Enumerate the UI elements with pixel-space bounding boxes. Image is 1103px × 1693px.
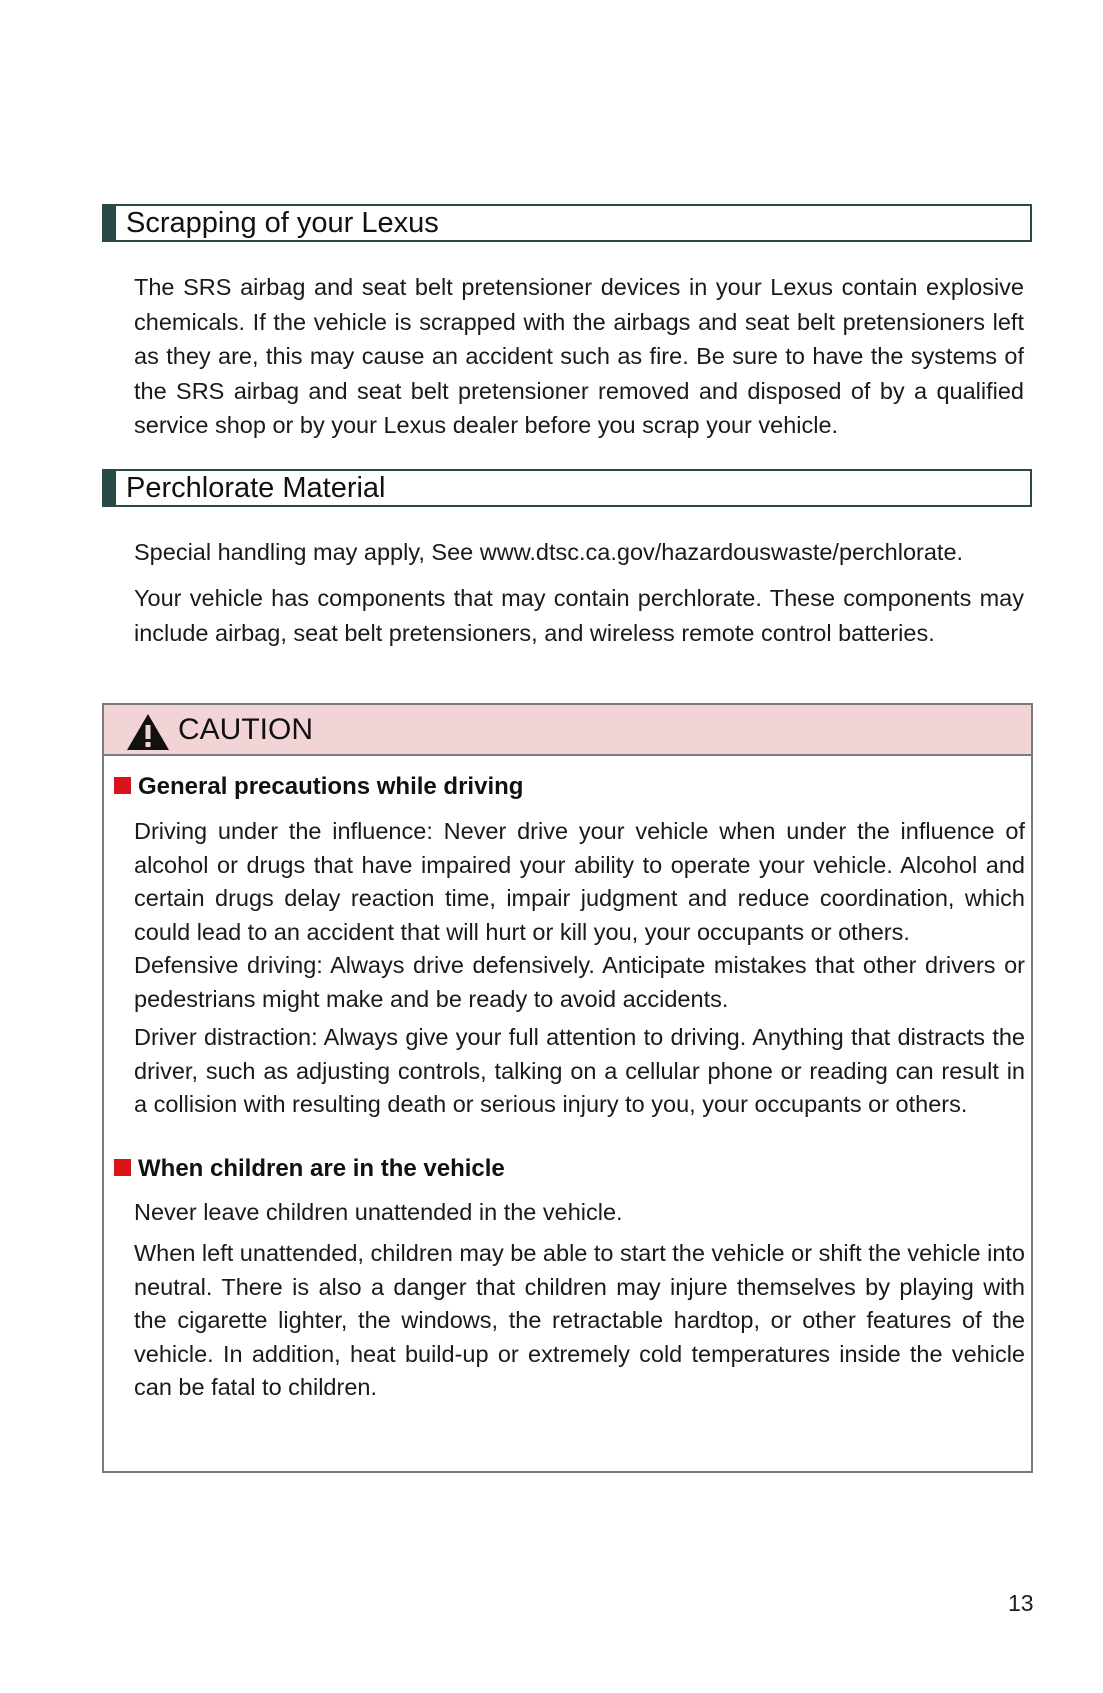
general-precautions-heading-text: General precautions while driving [138,773,524,800]
perchlorate-paragraph-1: Special handling may apply, See www.dtsc.ca.gov/hazardouswaste/perchlorate. [134,539,964,565]
caution-header [104,705,1031,756]
caution-box [102,703,1033,1473]
children-heading-text: When children are in the vehicle [138,1155,505,1182]
perchlorate-paragraph-2: Your vehicle has components that may contain perchlorate. These components may include airbag, seat belt pretensioners, and wireless remote control batteries. [134,585,1024,646]
page-number: 13 [1008,1590,1034,1616]
scrapping-paragraph: The SRS airbag and seat belt pretensioner devices in your Lexus contain explosive chemicals. If the vehicle is scrapped with the airbags and seat belt pretensioners left as they are, this may cause an accident such as fire. Be sure to have the systems of the SRS airbag and seat belt pretensioner removed and disposed of by a qualified service shop or by your Lexus dealer before you scrap your vehicle. [134,274,1024,438]
caution-paragraph-driver-distraction: Driver distraction: Always give your full attention to driving. Anything that distracts the driver, such as adjusting controls, talking on a cellular phone or reading can result in a collision with resulting death or serious injury to you, your occupants or others. [134,1024,1025,1117]
caution-label: CAUTION [178,713,313,746]
section-title-perchlorate: Perchlorate Material [126,472,386,504]
section-title-scrapping: Scrapping of your Lexus [126,207,439,239]
caution-paragraph-children-unattended: When left unattended, children may be able to start the vehicle or shift the vehicle into neutral. There is also a danger that children may injure themselves by playing with the cigarette lighter, the windows, the retractable hardtop, or other features of the vehicle. In addition, heat build-up or extremely cold temperatures inside the vehicle can be fatal to children. [134,1240,1025,1400]
children-heading [114,1155,505,1183]
warning-triangle-icon [126,713,170,751]
red-square-bullet-icon [114,1159,131,1176]
general-precautions-heading [114,773,523,801]
red-square-bullet-icon [114,777,131,794]
caution-paragraph-defensive-driving: Defensive driving: Always drive defensively. Anticipate mistakes that other drivers or pedestrians might make and be ready to avoid accidents. [134,952,1025,1012]
caution-paragraph-driving-under-influence: Driving under the influence: Never drive your vehicle when under the influence of alcohol or drugs that have impaired your ability to operate your vehicle. Alcohol and certain drugs delay reaction time, impair judgment and reduce coordination, which could lead to an accident that will hurt or kill you, your occupants or others. [134,818,1025,945]
section-header-scrapping [102,204,1032,242]
section-header-perchlorate [102,469,1032,507]
caution-paragraph-never-leave-children: Never leave children unattended in the vehicle. [134,1199,623,1225]
